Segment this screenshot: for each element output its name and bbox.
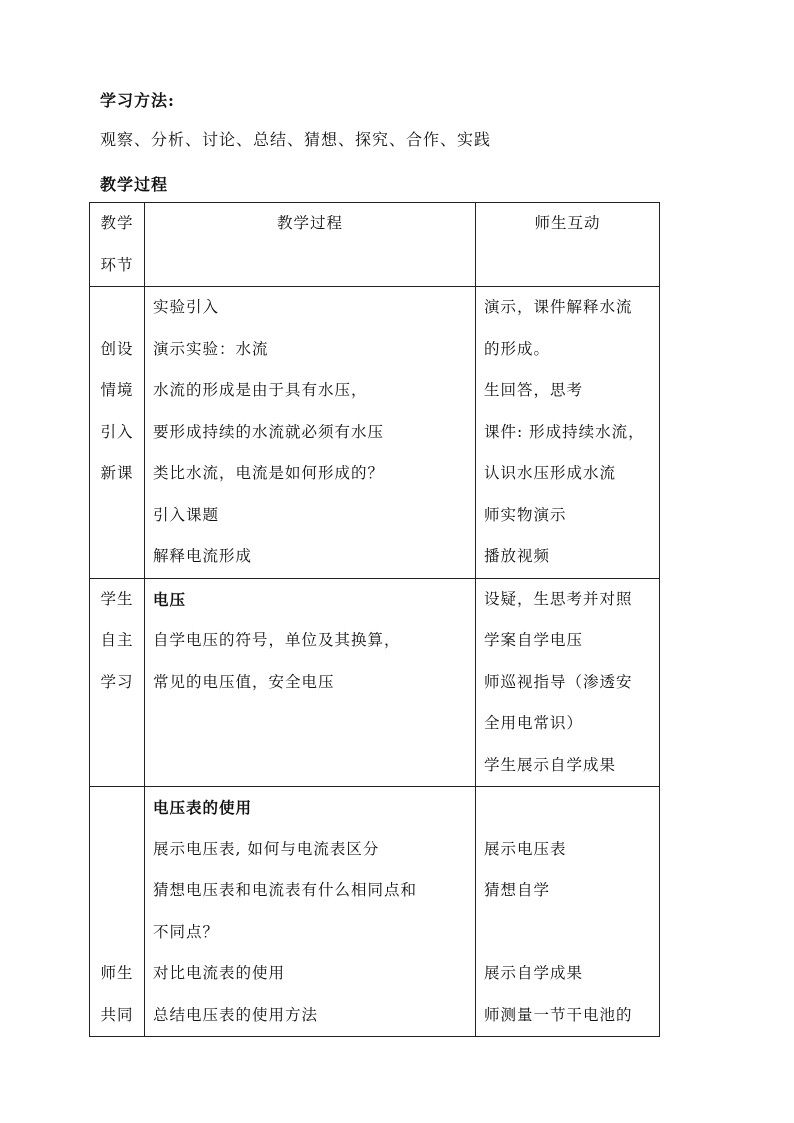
process-line: 对比电流表的使用 (153, 964, 286, 982)
interaction-line: 生回答，思考 (484, 381, 584, 399)
table-row (90, 578, 660, 787)
header-process (145, 203, 476, 287)
section-cell (90, 787, 145, 1037)
table-header-row (90, 203, 660, 287)
section-line: 引入 (100, 422, 134, 441)
process-line: 总结电压表的使用方法 (153, 1005, 319, 1024)
process-line: 类比水流，电流是如何形成的？ (153, 464, 385, 482)
interaction-line: 猜想自学 (484, 881, 551, 899)
learning-method-heading: 学习方法: (100, 91, 175, 110)
interaction-line: 师实物演示 (484, 505, 567, 524)
interaction-line: 师测量一节干电池的 (484, 1005, 633, 1024)
process-line: 解释电流形成 (153, 547, 253, 565)
process-cell (145, 787, 476, 1037)
section-cell (90, 578, 145, 787)
section-line: 学生 (100, 589, 134, 608)
interaction-line: 师巡视指导（渗透安 (484, 672, 633, 691)
interaction-line: 设疑，生思考并对照 (484, 589, 633, 608)
section-line: 师生 (100, 964, 134, 982)
process-line: 演示实验：水流 (153, 339, 269, 358)
interaction-line: 全用电常识） (484, 714, 584, 732)
process-line: 常见的电压值，安全电压 (153, 672, 335, 691)
process-line: 不同点？ (153, 922, 220, 941)
process-line: 猜想电压表和电流表有什么相同点和 (153, 881, 418, 899)
section-line: 学习 (100, 672, 134, 691)
process-cell (145, 287, 476, 579)
interaction-cell (476, 787, 660, 1037)
interaction-line: 展示电压表 (484, 839, 567, 858)
process-line: 水流的形成是由于具有水压， (153, 381, 368, 399)
process-cell (145, 578, 476, 787)
section-line: 新课 (100, 464, 134, 482)
header-section (90, 203, 145, 287)
section-cell (90, 287, 145, 579)
process-line: 要形成持续的水流就必须有水压 (153, 422, 385, 441)
table-row (90, 787, 660, 1037)
header-section-line: 环节 (100, 255, 134, 274)
interaction-line: 学生展示自学成果 (484, 755, 617, 774)
interaction-line: 认识水压形成水流 (484, 464, 617, 482)
header-interaction-label: 师生互动 (534, 214, 601, 232)
process-line: 引入课题 (153, 505, 220, 524)
section-line: 情境 (100, 381, 134, 399)
interaction-line: 播放视频 (484, 547, 551, 565)
section-line: 共同 (100, 1005, 134, 1024)
interaction-line: 展示自学成果 (484, 964, 584, 982)
header-interaction (476, 203, 660, 287)
interaction-line: 学案自学电压 (484, 631, 584, 649)
process-line: 实验引入 (153, 298, 220, 316)
process-title: 电压 (153, 589, 187, 609)
table-row (90, 287, 660, 579)
header-section-line: 教学 (100, 214, 134, 232)
process-title: 电压表的使用 (153, 798, 253, 817)
process-line: 展示电压表, 如何与电流表区分 (153, 839, 380, 858)
lesson-plan-table (89, 202, 660, 1037)
header-process-label: 教学过程 (276, 214, 343, 232)
learning-method-content: 观察、分析、讨论、总结、猜想、探究、合作、实践 (100, 130, 492, 149)
interaction-line: 演示，课件解释水流 (484, 298, 633, 316)
process-line: 自学电压的符号，单位及其换算， (153, 631, 401, 649)
interaction-cell (476, 287, 660, 579)
interaction-cell (476, 578, 660, 787)
section-line: 创设 (100, 339, 134, 358)
section-line: 自主 (100, 631, 134, 649)
interaction-line: 课件: 形成持续水流， (484, 422, 645, 441)
teaching-process-heading: 教学过程 (100, 175, 169, 194)
interaction-line: 的形成。 (484, 339, 551, 358)
